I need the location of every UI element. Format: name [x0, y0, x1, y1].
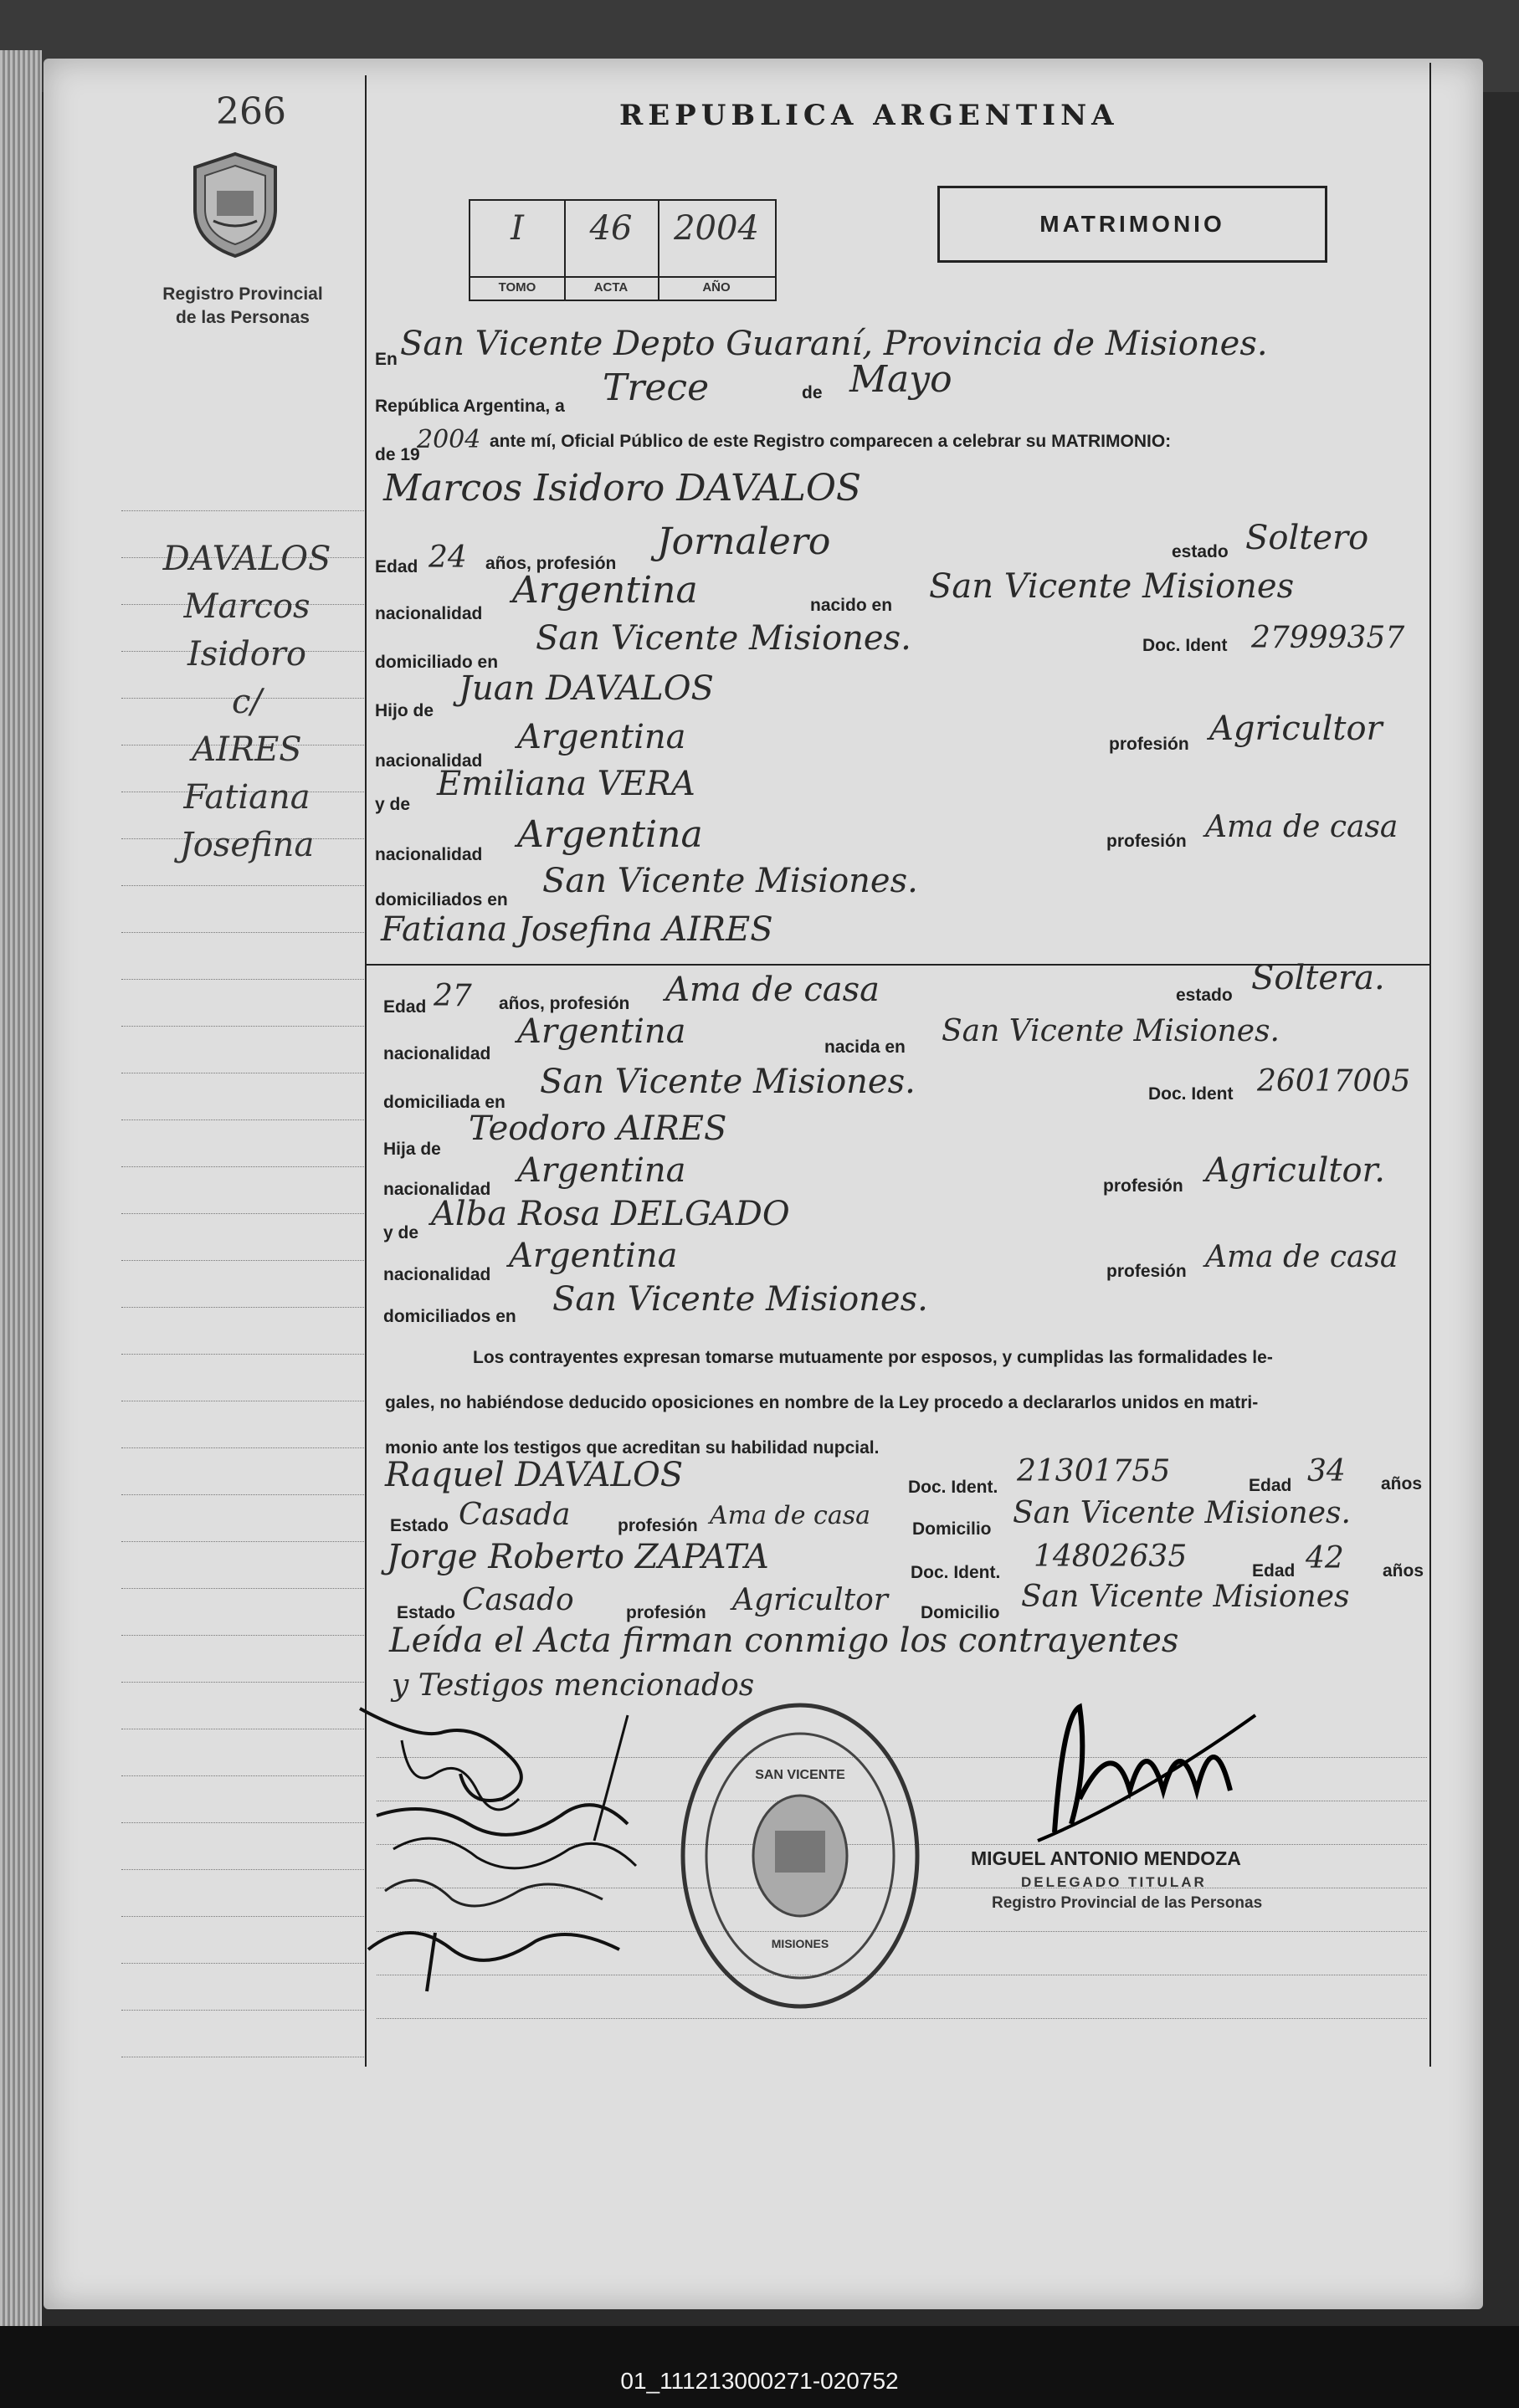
- ruled-line: [377, 2018, 1427, 2019]
- groom-profession: Jornalero: [657, 520, 831, 563]
- bride-status: Soltera.: [1251, 959, 1385, 997]
- ruled-line: [121, 1260, 364, 1261]
- bride-edad-label: Edad: [383, 997, 427, 1017]
- groom-edad-label: Edad: [375, 557, 418, 576]
- bride-name: Fatiana Josefina AIRES: [381, 910, 773, 949]
- witness1-name: Raquel DAVALOS: [385, 1456, 684, 1494]
- official-seal-stamp: [675, 1697, 926, 2016]
- republic-label: República Argentina, a: [375, 397, 565, 416]
- ruled-line: [121, 1119, 364, 1120]
- witness2-status: Casado: [462, 1583, 574, 1617]
- ruled-line: [121, 1682, 364, 1683]
- tomo-cell: [470, 201, 566, 300]
- groom-mother-profession: Ama de casa: [1205, 810, 1398, 844]
- witness1-estado-label: Estado: [390, 1516, 449, 1535]
- ruled-line: [121, 1213, 364, 1214]
- witness1-domicile: San Vicente Misiones.: [1013, 1496, 1351, 1530]
- witness1-prof-label: profesión: [618, 1516, 698, 1535]
- ruled-line: [121, 2010, 364, 2011]
- margin-name-line: Fatiana: [183, 778, 310, 817]
- ruled-line: [121, 1869, 364, 1870]
- witness1-edad-label: Edad: [1249, 1476, 1292, 1495]
- bride-doc-label: Doc. Ident: [1148, 1084, 1234, 1104]
- margin-name-line: AIRES: [192, 730, 302, 769]
- bride-domicile-label: domiciliada en: [383, 1093, 505, 1112]
- margin-name-line: Isidoro: [187, 635, 306, 674]
- witness2-doc: 14802635: [1034, 1540, 1188, 1574]
- marriage-place: San Vicente Depto Guaraní, Provincia de Misiones.: [400, 325, 1268, 363]
- svg-text:SAN VICENTE: SAN VICENTE: [755, 1768, 845, 1782]
- bride-profesion-label: años, profesión: [499, 994, 630, 1013]
- ruled-line: [121, 1916, 364, 1917]
- acta-cell: [564, 201, 659, 300]
- registry-label: [142, 283, 343, 330]
- groom-father-prof-label: profesión: [1109, 735, 1189, 754]
- tomo-label: TOMO: [470, 276, 564, 295]
- witness2-prof-label: profesión: [626, 1603, 706, 1622]
- ruled-line: [121, 1541, 364, 1542]
- groom-parents-dom-label: domiciliados en: [375, 890, 508, 909]
- marriage-year: 2004: [417, 425, 481, 454]
- witness2-anos-label: años: [1383, 1561, 1424, 1581]
- ruled-line: [121, 1026, 364, 1027]
- ruled-line: [121, 510, 364, 511]
- witness1-status: Casada: [459, 1498, 571, 1532]
- declaration-paragraph: [385, 1335, 1431, 1471]
- svg-text:MISIONES: MISIONES: [771, 1937, 829, 1950]
- ruled-line: [121, 1494, 364, 1495]
- year-prefix-label: de 19: [375, 445, 420, 464]
- bride-parents-dom-label: domiciliados en: [383, 1307, 516, 1326]
- witness1-domicilio-label: Domicilio: [912, 1519, 992, 1539]
- book-page-edges: [0, 50, 42, 2343]
- groom-domicile: San Vicente Misiones.: [536, 619, 911, 658]
- year-value: 2004: [674, 209, 759, 248]
- en-label: En: [375, 350, 398, 369]
- margin-name-line: Josefina: [179, 826, 315, 864]
- bride-mother-nat-label: nacionalidad: [383, 1265, 491, 1284]
- groom-status: Soltero: [1245, 519, 1369, 557]
- groom-mother-nationality: Argentina: [517, 813, 703, 856]
- margin-name-line: DAVALOS: [162, 540, 331, 578]
- ruled-line: [121, 885, 364, 886]
- bride-domicile: San Vicente Misiones.: [540, 1063, 916, 1101]
- bride-estado-label: estado: [1176, 986, 1233, 1005]
- groom-father-nationality: Argentina: [517, 718, 686, 756]
- year-label: AÑO: [658, 276, 775, 295]
- witness1-doc: 21301755: [1017, 1454, 1171, 1488]
- registry-coat-of-arms-icon: [188, 151, 282, 259]
- de-label: de: [802, 383, 823, 402]
- bride-father-profession: Agricultor.: [1205, 1151, 1385, 1190]
- bride-mother-nationality: Argentina: [509, 1237, 678, 1275]
- marriage-day: Trece: [603, 366, 710, 409]
- year-cell: [658, 201, 775, 300]
- witness1-age: 34: [1307, 1454, 1346, 1488]
- bride-age: 27: [434, 979, 472, 1013]
- groom-mother-label: y de: [375, 795, 411, 814]
- groom-domicile-label: domiciliado en: [375, 653, 499, 672]
- margin-name-line: Marcos: [183, 587, 310, 626]
- signatures-left: [352, 1698, 653, 2000]
- bride-nationality: Argentina: [517, 1012, 686, 1051]
- groom-father: Juan DAVALOS: [459, 669, 714, 708]
- ruled-line: [121, 1775, 364, 1776]
- witness2-edad-label: Edad: [1252, 1561, 1296, 1581]
- acta-label: ACTA: [564, 276, 658, 295]
- bride-birthplace: San Vicente Misiones.: [942, 1014, 1280, 1048]
- witness1-anos-label: años: [1381, 1474, 1423, 1493]
- official-role: DELEGADO TITULAR: [1021, 1874, 1207, 1890]
- record-reference-box: [469, 199, 777, 301]
- groom-doc-label: Doc. Ident: [1142, 636, 1228, 655]
- marriage-month: Mayo: [849, 358, 952, 401]
- groom-father-nat-label: nacionalidad: [375, 751, 483, 771]
- witness1-profession: Ama de casa: [710, 1501, 870, 1530]
- groom-mother-nat-label: nacionalidad: [375, 845, 483, 864]
- closing-line-2: y Testigos mencionados: [392, 1668, 755, 1703]
- bride-father-nationality: Argentina: [517, 1151, 686, 1190]
- ruled-line: [121, 1588, 364, 1589]
- witness2-domicile: San Vicente Misiones: [1021, 1580, 1350, 1614]
- groom-profesion-label: años, profesión: [485, 554, 617, 573]
- groom-birthplace: San Vicente Misiones: [929, 567, 1295, 606]
- ruled-line: [121, 1822, 364, 1823]
- ruled-line: [121, 1963, 364, 1964]
- ruled-line: [121, 1447, 364, 1448]
- ruled-line: [121, 979, 364, 980]
- groom-father-label: Hijo de: [375, 701, 434, 720]
- declaration-line-2: gales, no habiéndose deducido oposiciones en nombre de la Ley procedo a declararlos unidos en matri-: [385, 1393, 1259, 1412]
- bride-father-prof-label: profesión: [1103, 1176, 1183, 1196]
- registry-label-line2: de las Personas: [176, 308, 310, 327]
- declaration-line-1: Los contrayentes expresan tomarse mutuamente por esposos, y cumplidas las formalidades le-: [473, 1348, 1273, 1367]
- witness2-estado-label: Estado: [397, 1603, 456, 1622]
- witness2-name: Jorge Roberto ZAPATA: [387, 1538, 769, 1576]
- groom-doc: 27999357: [1251, 621, 1405, 655]
- groom-nationality-label: nacionalidad: [375, 604, 483, 623]
- declaration-line-3: monio ante los testigos que acreditan su habilidad nupcial.: [385, 1438, 880, 1458]
- groom-father-profession: Agricultor: [1209, 710, 1383, 748]
- tomo-value: I: [511, 209, 524, 248]
- official-signature: [1021, 1698, 1272, 1866]
- ruled-line: [121, 1307, 364, 1308]
- groom-mother-prof-label: profesión: [1106, 832, 1187, 851]
- bottom-strip: [0, 2326, 1519, 2408]
- bride-nacida-label: nacida en: [824, 1037, 906, 1057]
- groom-name: Marcos Isidoro DAVALOS: [383, 467, 862, 510]
- bride-mother-prof-label: profesión: [1106, 1262, 1187, 1281]
- registry-label-line1: Registro Provincial: [162, 284, 323, 304]
- groom-nationality: Argentina: [512, 569, 698, 612]
- bride-parents-domicile: San Vicente Misiones.: [552, 1280, 928, 1319]
- bride-father-nat-label: nacionalidad: [383, 1180, 491, 1199]
- ruled-line: [121, 1166, 364, 1167]
- country-title: REPUBLICA ARGENTINA: [619, 99, 1119, 132]
- bride-mother-label: y de: [383, 1223, 419, 1242]
- ruled-line: [121, 932, 364, 933]
- closing-line-1: Leída el Acta firman conmigo los contrayentes: [389, 1622, 1179, 1660]
- margin-name-line: c/: [232, 683, 262, 721]
- groom-mother: Emiliana VERA: [437, 765, 695, 803]
- right-border-line: [1429, 63, 1431, 2067]
- bride-mother: Alba Rosa DELGADO: [431, 1195, 790, 1233]
- groom-parents-domicile: San Vicente Misiones.: [542, 862, 918, 900]
- groom-nacido-label: nacido en: [810, 596, 893, 615]
- witness2-doc-label: Doc. Ident.: [911, 1563, 1001, 1582]
- official-office: Registro Provincial de las Personas: [992, 1894, 1263, 1912]
- bride-mother-profession: Ama de casa: [1205, 1240, 1398, 1274]
- bride-profession: Ama de casa: [665, 971, 880, 1009]
- groom-estado-label: estado: [1172, 542, 1229, 561]
- witness2-age: 42: [1306, 1541, 1344, 1575]
- witness1-doc-label: Doc. Ident.: [908, 1478, 998, 1497]
- acta-value: 46: [589, 209, 633, 248]
- bride-father: Teodoro AIRES: [469, 1109, 727, 1148]
- witness2-domicilio-label: Domicilio: [921, 1603, 1000, 1622]
- bride-father-label: Hija de: [383, 1140, 441, 1159]
- ruled-line: [121, 1354, 364, 1355]
- margin-spouse-names: [126, 535, 368, 869]
- official-name: MIGUEL ANTONIO MENDOZA: [971, 1847, 1241, 1869]
- document-type-box: MATRIMONIO: [937, 186, 1327, 263]
- bride-nationality-label: nacionalidad: [383, 1044, 491, 1063]
- intro-sentence: ante mí, Oficial Público de este Registro comparecen a celebrar su MATRIMONIO:: [490, 432, 1172, 451]
- ruled-line: [121, 1635, 364, 1636]
- groom-age: 24: [429, 541, 467, 575]
- witness2-profession: Agricultor: [732, 1583, 888, 1617]
- page-number: 266: [216, 90, 286, 133]
- bride-doc: 26017005: [1257, 1064, 1411, 1099]
- image-identifier: 01_111213000271-020752: [620, 2368, 899, 2394]
